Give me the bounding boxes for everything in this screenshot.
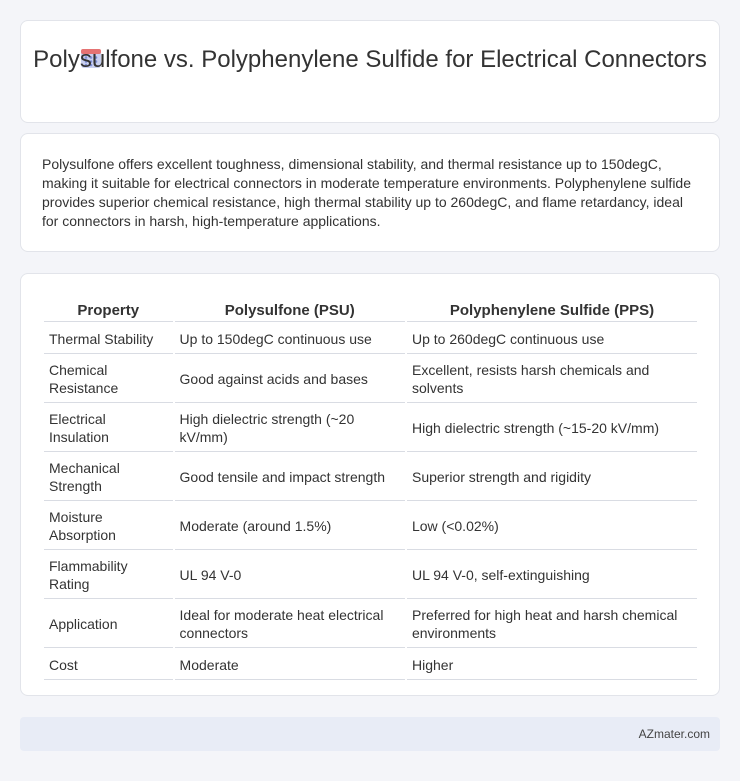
psu-cell: Moderate — [175, 650, 405, 680]
summary-text: Polysulfone offers excellent toughness, dimensional stability, and thermal resistance up to 150degC, making it suitable for electrical connectors in moderate temperature environments. Polyphenylene sulfide provides superior chemical resistance, high thermal stability up to 260degC, and flame retardancy, ideal for connectors in harsh, high-temperature applications. — [42, 156, 692, 229]
column-header-psu: Polysulfone (PSU) — [175, 298, 405, 322]
comparison-table — [42, 296, 699, 682]
table-row — [44, 503, 697, 550]
footer-bar — [20, 717, 720, 751]
table-row — [44, 552, 697, 599]
page-title: Polysulfone vs. Polyphenylene Sulfide for Electrical Connectors — [33, 46, 707, 73]
property-cell: Thermal Stability — [44, 324, 173, 354]
property-cell: Application — [44, 601, 173, 648]
pps-cell: Up to 260degC continuous use — [407, 324, 697, 354]
summary-card — [20, 133, 720, 252]
psu-cell: UL 94 V-0 — [175, 552, 405, 599]
pps-cell: Low (<0.02%) — [407, 503, 697, 550]
psu-cell: High dielectric strength (~20 kV/mm) — [175, 405, 405, 452]
property-cell: Flammability Rating — [44, 552, 173, 599]
pps-cell: Excellent, resists harsh chemicals and solvents — [407, 356, 697, 403]
column-header-pps: Polyphenylene Sulfide (PPS) — [407, 298, 697, 322]
pps-cell: UL 94 V-0, self-extinguishing — [407, 552, 697, 599]
table-header-row — [44, 298, 697, 322]
pps-cell: Superior strength and rigidity — [407, 454, 697, 501]
table-row — [44, 356, 697, 403]
property-cell: Cost — [44, 650, 173, 680]
property-cell: Mechanical Strength — [44, 454, 173, 501]
table-row — [44, 454, 697, 501]
table-row — [44, 405, 697, 452]
table-row — [44, 650, 697, 680]
header-card — [20, 20, 720, 123]
property-cell: Chemical Resistance — [44, 356, 173, 403]
psu-cell: Good tensile and impact strength — [175, 454, 405, 501]
psu-cell: Moderate (around 1.5%) — [175, 503, 405, 550]
footer-brand-link[interactable]: AZmater.com — [638, 727, 710, 741]
table-row — [44, 324, 697, 354]
pps-cell: Preferred for high heat and harsh chemical environments — [407, 601, 697, 648]
pps-cell: Higher — [407, 650, 697, 680]
property-cell: Electrical Insulation — [44, 405, 173, 452]
comparison-table-card — [20, 273, 720, 696]
column-header-property: Property — [44, 298, 173, 322]
table-row — [44, 601, 697, 648]
property-cell: Moisture Absorption — [44, 503, 173, 550]
pps-cell: High dielectric strength (~15-20 kV/mm) — [407, 405, 697, 452]
psu-cell: Good against acids and bases — [175, 356, 405, 403]
psu-cell: Up to 150degC continuous use — [175, 324, 405, 354]
psu-cell: Ideal for moderate heat electrical connectors — [175, 601, 405, 648]
